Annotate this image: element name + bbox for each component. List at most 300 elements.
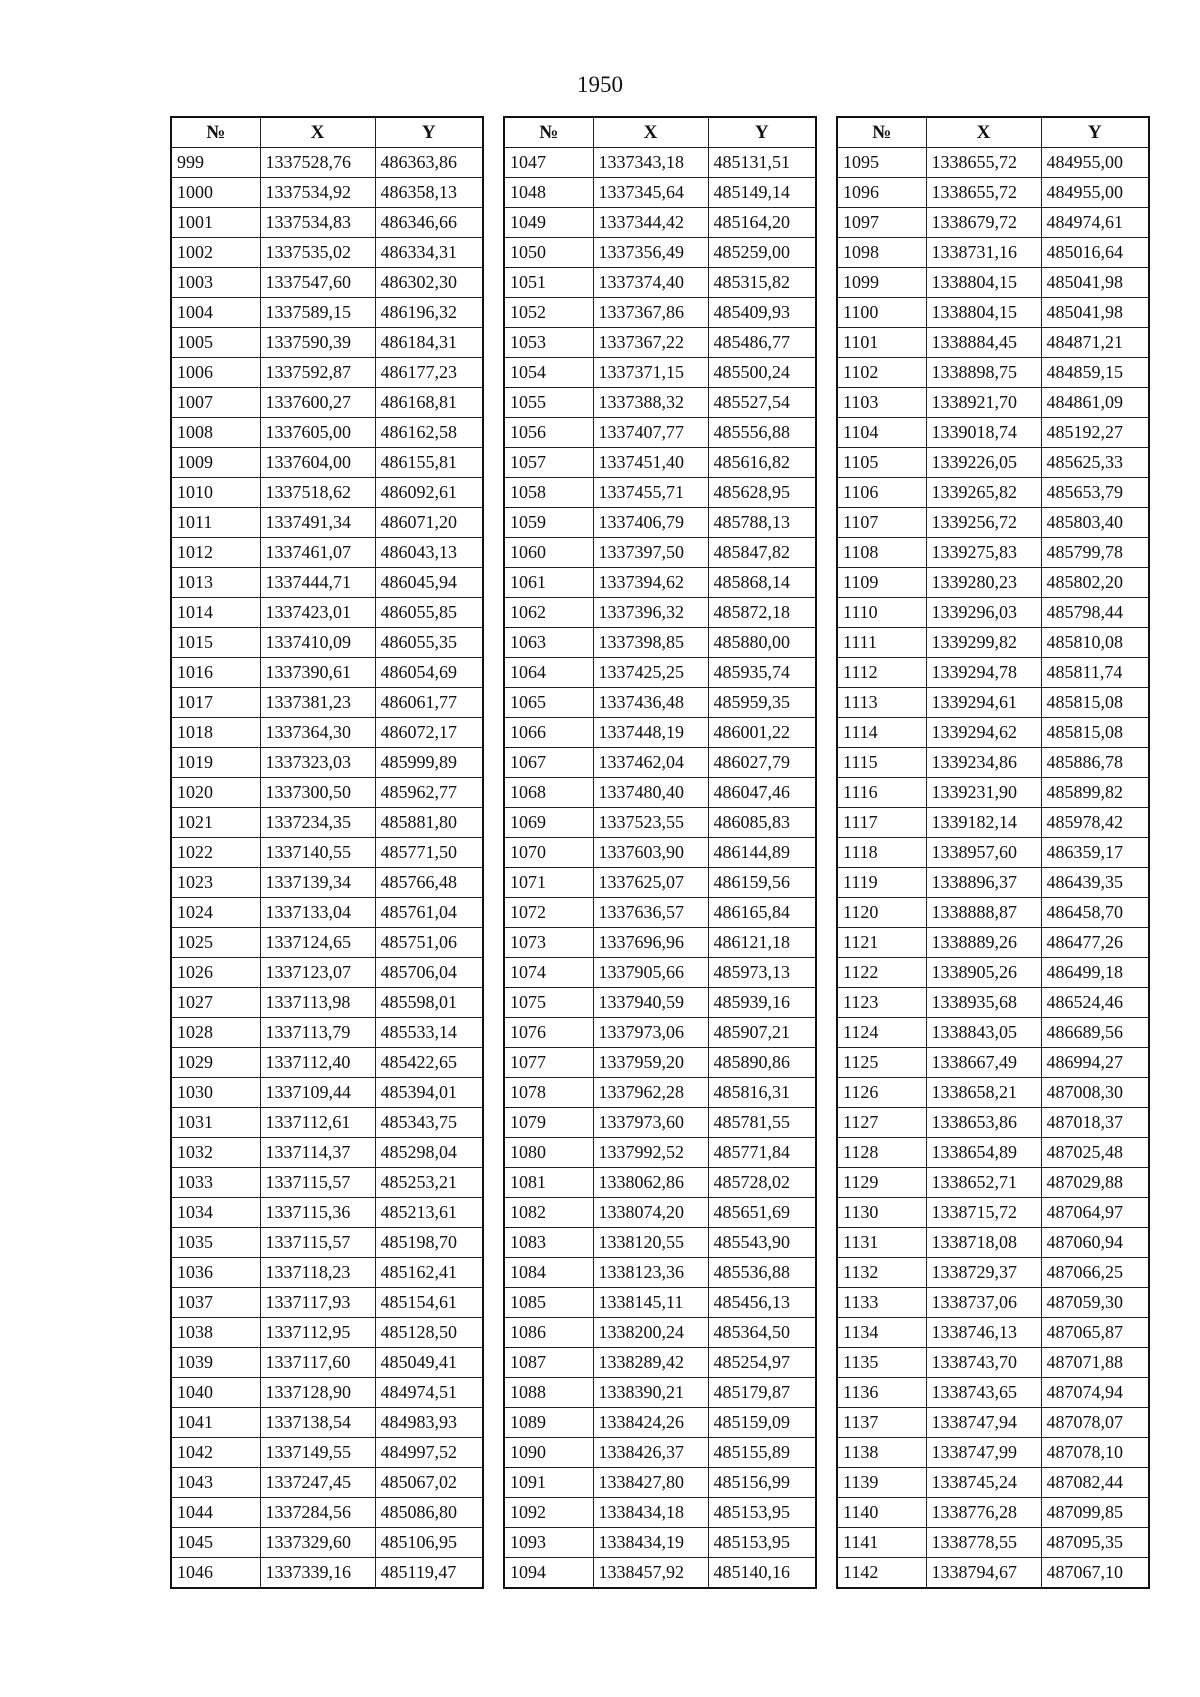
y-coordinate-cell: 486092,61 — [375, 478, 483, 508]
point-number-cell: 1089 — [504, 1408, 593, 1438]
point-number-cell: 1062 — [504, 598, 593, 628]
table-row — [837, 538, 1149, 568]
point-number-cell: 1086 — [504, 1318, 593, 1348]
point-number-cell: 1141 — [837, 1528, 926, 1558]
x-coordinate-cell: 1337398,85 — [593, 628, 708, 658]
x-coordinate-cell: 1338679,72 — [926, 208, 1041, 238]
x-coordinate-cell: 1337367,86 — [593, 298, 708, 328]
table-row — [837, 928, 1149, 958]
table-row — [837, 1438, 1149, 1468]
point-number-cell: 1099 — [837, 268, 926, 298]
table-row — [504, 898, 816, 928]
y-coordinate-cell: 486072,17 — [375, 718, 483, 748]
x-coordinate-cell: 1337444,71 — [260, 568, 375, 598]
point-number-cell: 1132 — [837, 1258, 926, 1288]
point-number-cell: 1055 — [504, 388, 593, 418]
point-number-cell: 1001 — [171, 208, 260, 238]
x-coordinate-cell: 1338843,05 — [926, 1018, 1041, 1048]
y-coordinate-cell: 486168,81 — [375, 388, 483, 418]
x-coordinate-cell: 1337394,62 — [593, 568, 708, 598]
y-coordinate-cell: 484974,61 — [1041, 208, 1149, 238]
table-row — [504, 178, 816, 208]
table-row — [171, 988, 483, 1018]
table-row — [171, 868, 483, 898]
x-coordinate-cell: 1338655,72 — [926, 178, 1041, 208]
y-coordinate-cell: 485298,04 — [375, 1138, 483, 1168]
table-row — [837, 1318, 1149, 1348]
point-number-cell: 1118 — [837, 838, 926, 868]
x-coordinate-cell: 1337589,15 — [260, 298, 375, 328]
x-coordinate-cell: 1337396,32 — [593, 598, 708, 628]
y-coordinate-cell: 487060,94 — [1041, 1228, 1149, 1258]
y-coordinate-cell: 486155,81 — [375, 448, 483, 478]
table-row — [504, 388, 816, 418]
y-coordinate-cell: 485253,21 — [375, 1168, 483, 1198]
x-coordinate-cell: 1338729,37 — [926, 1258, 1041, 1288]
y-coordinate-cell: 485815,08 — [1041, 718, 1149, 748]
point-number-cell: 1054 — [504, 358, 593, 388]
y-coordinate-cell: 487059,30 — [1041, 1288, 1149, 1318]
y-coordinate-cell: 485781,55 — [708, 1108, 816, 1138]
x-coordinate-cell: 1339294,61 — [926, 688, 1041, 718]
header-x: X — [260, 117, 375, 148]
x-coordinate-cell: 1337124,65 — [260, 928, 375, 958]
table-row — [171, 148, 483, 178]
y-coordinate-cell: 486334,31 — [375, 238, 483, 268]
x-coordinate-cell: 1337388,32 — [593, 388, 708, 418]
table-row — [837, 298, 1149, 328]
point-number-cell: 1025 — [171, 928, 260, 958]
table-row — [171, 808, 483, 838]
point-number-cell: 1113 — [837, 688, 926, 718]
table-row — [837, 1408, 1149, 1438]
x-coordinate-cell: 1337138,54 — [260, 1408, 375, 1438]
y-coordinate-cell: 485159,09 — [708, 1408, 816, 1438]
point-number-cell: 1082 — [504, 1198, 593, 1228]
table-row — [171, 178, 483, 208]
x-coordinate-cell: 1337905,66 — [593, 958, 708, 988]
table-row — [504, 1018, 816, 1048]
y-coordinate-cell: 485973,13 — [708, 958, 816, 988]
x-coordinate-cell: 1337547,60 — [260, 268, 375, 298]
table-row — [504, 1108, 816, 1138]
x-coordinate-cell: 1338889,26 — [926, 928, 1041, 958]
point-number-cell: 1140 — [837, 1498, 926, 1528]
x-coordinate-cell: 1338653,86 — [926, 1108, 1041, 1138]
point-number-cell: 1124 — [837, 1018, 926, 1048]
y-coordinate-cell: 486184,31 — [375, 328, 483, 358]
y-coordinate-cell: 485959,35 — [708, 688, 816, 718]
y-coordinate-cell: 485628,95 — [708, 478, 816, 508]
x-coordinate-cell: 1337436,48 — [593, 688, 708, 718]
point-number-cell: 1120 — [837, 898, 926, 928]
x-coordinate-cell: 1337535,02 — [260, 238, 375, 268]
x-coordinate-cell: 1338434,19 — [593, 1528, 708, 1558]
x-coordinate-cell: 1338123,36 — [593, 1258, 708, 1288]
point-number-cell: 1060 — [504, 538, 593, 568]
table-row — [837, 748, 1149, 778]
x-coordinate-cell: 1338120,55 — [593, 1228, 708, 1258]
y-coordinate-cell: 485067,02 — [375, 1468, 483, 1498]
x-coordinate-cell: 1337113,79 — [260, 1018, 375, 1048]
table-row — [504, 1228, 816, 1258]
x-coordinate-cell: 1337112,95 — [260, 1318, 375, 1348]
x-coordinate-cell: 1338457,92 — [593, 1558, 708, 1589]
table-row — [504, 1348, 816, 1378]
table-row — [504, 238, 816, 268]
point-number-cell: 1098 — [837, 238, 926, 268]
y-coordinate-cell: 485192,27 — [1041, 418, 1149, 448]
table-row — [171, 598, 483, 628]
x-coordinate-cell: 1337364,30 — [260, 718, 375, 748]
point-number-cell: 1129 — [837, 1168, 926, 1198]
y-coordinate-cell: 484861,09 — [1041, 388, 1149, 418]
x-coordinate-cell: 1337345,64 — [593, 178, 708, 208]
y-coordinate-cell: 484955,00 — [1041, 178, 1149, 208]
y-coordinate-cell: 485651,69 — [708, 1198, 816, 1228]
y-coordinate-cell: 485798,44 — [1041, 598, 1149, 628]
table-row — [837, 1468, 1149, 1498]
y-coordinate-cell: 487029,88 — [1041, 1168, 1149, 1198]
y-coordinate-cell: 486994,27 — [1041, 1048, 1149, 1078]
y-coordinate-cell: 485119,47 — [375, 1558, 483, 1589]
x-coordinate-cell: 1337518,62 — [260, 478, 375, 508]
point-number-cell: 1119 — [837, 868, 926, 898]
x-coordinate-cell: 1339256,72 — [926, 508, 1041, 538]
x-coordinate-cell: 1338074,20 — [593, 1198, 708, 1228]
point-number-cell: 1104 — [837, 418, 926, 448]
y-coordinate-cell: 485128,50 — [375, 1318, 483, 1348]
x-coordinate-cell: 1337123,07 — [260, 958, 375, 988]
point-number-cell: 1092 — [504, 1498, 593, 1528]
point-number-cell: 1095 — [837, 148, 926, 178]
point-number-cell: 1121 — [837, 928, 926, 958]
table-row — [171, 328, 483, 358]
y-coordinate-cell: 485899,82 — [1041, 778, 1149, 808]
table-row — [504, 688, 816, 718]
point-number-cell: 1081 — [504, 1168, 593, 1198]
y-coordinate-cell: 486439,35 — [1041, 868, 1149, 898]
y-coordinate-cell: 486055,85 — [375, 598, 483, 628]
y-coordinate-cell: 486302,30 — [375, 268, 483, 298]
y-coordinate-cell: 485771,50 — [375, 838, 483, 868]
point-number-cell: 1125 — [837, 1048, 926, 1078]
table-row — [504, 1378, 816, 1408]
y-coordinate-cell: 486524,46 — [1041, 988, 1149, 1018]
y-coordinate-cell: 485706,04 — [375, 958, 483, 988]
table-row — [837, 268, 1149, 298]
point-number-cell: 1107 — [837, 508, 926, 538]
y-coordinate-cell: 487065,87 — [1041, 1318, 1149, 1348]
x-coordinate-cell: 1338743,70 — [926, 1348, 1041, 1378]
x-coordinate-cell: 1337451,40 — [593, 448, 708, 478]
point-number-cell: 1031 — [171, 1108, 260, 1138]
table-row — [837, 1108, 1149, 1138]
x-coordinate-cell: 1338745,24 — [926, 1468, 1041, 1498]
table-row — [171, 658, 483, 688]
coordinates-table-2 — [503, 116, 817, 1589]
y-coordinate-cell: 485978,42 — [1041, 808, 1149, 838]
point-number-cell: 1122 — [837, 958, 926, 988]
point-number-cell: 1102 — [837, 358, 926, 388]
point-number-cell: 1033 — [171, 1168, 260, 1198]
point-number-cell: 1002 — [171, 238, 260, 268]
y-coordinate-cell: 485394,01 — [375, 1078, 483, 1108]
table-row — [837, 508, 1149, 538]
x-coordinate-cell: 1337406,79 — [593, 508, 708, 538]
x-coordinate-cell: 1337455,71 — [593, 478, 708, 508]
point-number-cell: 1048 — [504, 178, 593, 208]
point-number-cell: 1070 — [504, 838, 593, 868]
y-coordinate-cell: 485198,70 — [375, 1228, 483, 1258]
point-number-cell: 1117 — [837, 808, 926, 838]
table-row — [837, 838, 1149, 868]
table-row — [837, 478, 1149, 508]
table-row — [171, 478, 483, 508]
table-row — [837, 238, 1149, 268]
x-coordinate-cell: 1337300,50 — [260, 778, 375, 808]
y-coordinate-cell: 485364,50 — [708, 1318, 816, 1348]
y-coordinate-cell: 487066,25 — [1041, 1258, 1149, 1288]
y-coordinate-cell: 487078,10 — [1041, 1438, 1149, 1468]
y-coordinate-cell: 487078,07 — [1041, 1408, 1149, 1438]
x-coordinate-cell: 1338289,42 — [593, 1348, 708, 1378]
y-coordinate-cell: 485653,79 — [1041, 478, 1149, 508]
table-header-row — [837, 117, 1149, 148]
table-row — [171, 1138, 483, 1168]
x-coordinate-cell: 1338658,21 — [926, 1078, 1041, 1108]
point-number-cell: 1008 — [171, 418, 260, 448]
y-coordinate-cell: 484859,15 — [1041, 358, 1149, 388]
x-coordinate-cell: 1338427,80 — [593, 1468, 708, 1498]
point-number-cell: 1007 — [171, 388, 260, 418]
table-row — [504, 1528, 816, 1558]
y-coordinate-cell: 486358,13 — [375, 178, 483, 208]
y-coordinate-cell: 487018,37 — [1041, 1108, 1149, 1138]
x-coordinate-cell: 1337140,55 — [260, 838, 375, 868]
x-coordinate-cell: 1338652,71 — [926, 1168, 1041, 1198]
table-row — [171, 1228, 483, 1258]
y-coordinate-cell: 485155,89 — [708, 1438, 816, 1468]
table-row — [171, 1468, 483, 1498]
y-coordinate-cell: 485907,21 — [708, 1018, 816, 1048]
point-number-cell: 1094 — [504, 1558, 593, 1589]
x-coordinate-cell: 1337356,49 — [593, 238, 708, 268]
point-number-cell: 1116 — [837, 778, 926, 808]
y-coordinate-cell: 487064,97 — [1041, 1198, 1149, 1228]
table-row — [504, 1558, 816, 1589]
x-coordinate-cell: 1337117,93 — [260, 1288, 375, 1318]
x-coordinate-cell: 1338200,24 — [593, 1318, 708, 1348]
point-number-cell: 1139 — [837, 1468, 926, 1498]
x-coordinate-cell: 1337115,36 — [260, 1198, 375, 1228]
table-row — [504, 538, 816, 568]
x-coordinate-cell: 1337371,15 — [593, 358, 708, 388]
table-row — [171, 688, 483, 718]
y-coordinate-cell: 486363,86 — [375, 148, 483, 178]
header-number: № — [837, 117, 926, 148]
table-row — [837, 1198, 1149, 1228]
table-row — [837, 1138, 1149, 1168]
point-number-cell: 1072 — [504, 898, 593, 928]
table-row — [837, 178, 1149, 208]
table-row — [504, 508, 816, 538]
table-row — [837, 1348, 1149, 1378]
point-number-cell: 1035 — [171, 1228, 260, 1258]
y-coordinate-cell: 486047,46 — [708, 778, 816, 808]
point-number-cell: 1064 — [504, 658, 593, 688]
x-coordinate-cell: 1338804,15 — [926, 298, 1041, 328]
table-row — [171, 1198, 483, 1228]
point-number-cell: 1103 — [837, 388, 926, 418]
header-y: Y — [1041, 117, 1149, 148]
x-coordinate-cell: 1337603,90 — [593, 838, 708, 868]
y-coordinate-cell: 485815,08 — [1041, 688, 1149, 718]
point-number-cell: 1044 — [171, 1498, 260, 1528]
point-number-cell: 1109 — [837, 568, 926, 598]
table-row — [504, 988, 816, 1018]
point-number-cell: 1137 — [837, 1408, 926, 1438]
table-row — [171, 418, 483, 448]
y-coordinate-cell: 485179,87 — [708, 1378, 816, 1408]
x-coordinate-cell: 1337115,57 — [260, 1168, 375, 1198]
table-row — [837, 418, 1149, 448]
point-number-cell: 1010 — [171, 478, 260, 508]
point-number-cell: 1034 — [171, 1198, 260, 1228]
x-coordinate-cell: 1337605,00 — [260, 418, 375, 448]
table-row — [837, 868, 1149, 898]
point-number-cell: 1028 — [171, 1018, 260, 1048]
table-row — [504, 1258, 816, 1288]
table-row — [171, 298, 483, 328]
y-coordinate-cell: 485802,20 — [1041, 568, 1149, 598]
point-number-cell: 1101 — [837, 328, 926, 358]
table-row — [171, 1408, 483, 1438]
x-coordinate-cell: 1338654,89 — [926, 1138, 1041, 1168]
table-row — [171, 718, 483, 748]
point-number-cell: 1138 — [837, 1438, 926, 1468]
point-number-cell: 1106 — [837, 478, 926, 508]
x-coordinate-cell: 1337115,57 — [260, 1228, 375, 1258]
y-coordinate-cell: 485536,88 — [708, 1258, 816, 1288]
table-row — [504, 928, 816, 958]
point-number-cell: 1127 — [837, 1108, 926, 1138]
y-coordinate-cell: 485881,80 — [375, 808, 483, 838]
table-row — [504, 478, 816, 508]
x-coordinate-cell: 1337117,60 — [260, 1348, 375, 1378]
x-coordinate-cell: 1339265,82 — [926, 478, 1041, 508]
table-row — [171, 1348, 483, 1378]
table-row — [504, 1438, 816, 1468]
y-coordinate-cell: 486054,69 — [375, 658, 483, 688]
y-coordinate-cell: 485847,82 — [708, 538, 816, 568]
header-number: № — [171, 117, 260, 148]
y-coordinate-cell: 485422,65 — [375, 1048, 483, 1078]
point-number-cell: 1108 — [837, 538, 926, 568]
table-row — [837, 208, 1149, 238]
point-number-cell: 1024 — [171, 898, 260, 928]
x-coordinate-cell: 1338896,37 — [926, 868, 1041, 898]
point-number-cell: 1003 — [171, 268, 260, 298]
x-coordinate-cell: 1337962,28 — [593, 1078, 708, 1108]
page-number: 1950 — [577, 72, 623, 97]
x-coordinate-cell: 1337592,87 — [260, 358, 375, 388]
point-number-cell: 1009 — [171, 448, 260, 478]
table-row — [171, 268, 483, 298]
x-coordinate-cell: 1337113,98 — [260, 988, 375, 1018]
table-row — [171, 1378, 483, 1408]
table-row — [171, 388, 483, 418]
table-row — [837, 328, 1149, 358]
point-number-cell: 1045 — [171, 1528, 260, 1558]
x-coordinate-cell: 1338778,55 — [926, 1528, 1041, 1558]
point-number-cell: 1051 — [504, 268, 593, 298]
point-number-cell: 1011 — [171, 508, 260, 538]
table-row — [504, 1408, 816, 1438]
x-coordinate-cell: 1337590,39 — [260, 328, 375, 358]
point-number-cell: 1100 — [837, 298, 926, 328]
y-coordinate-cell: 485343,75 — [375, 1108, 483, 1138]
table-row — [504, 1168, 816, 1198]
point-number-cell: 1126 — [837, 1078, 926, 1108]
x-coordinate-cell: 1338898,75 — [926, 358, 1041, 388]
y-coordinate-cell: 485771,84 — [708, 1138, 816, 1168]
table-row — [837, 808, 1149, 838]
y-coordinate-cell: 485041,98 — [1041, 268, 1149, 298]
x-coordinate-cell: 1338145,11 — [593, 1288, 708, 1318]
table-row — [504, 718, 816, 748]
y-coordinate-cell: 485999,89 — [375, 748, 483, 778]
point-number-cell: 1075 — [504, 988, 593, 1018]
table-row — [504, 1468, 816, 1498]
x-coordinate-cell: 1337112,40 — [260, 1048, 375, 1078]
y-coordinate-cell: 486196,32 — [375, 298, 483, 328]
y-coordinate-cell: 486499,18 — [1041, 958, 1149, 988]
point-number-cell: 1006 — [171, 358, 260, 388]
point-number-cell: 1023 — [171, 868, 260, 898]
point-number-cell: 1128 — [837, 1138, 926, 1168]
point-number-cell: 1053 — [504, 328, 593, 358]
table-row — [504, 1288, 816, 1318]
header-number: № — [504, 117, 593, 148]
y-coordinate-cell: 485543,90 — [708, 1228, 816, 1258]
header-x: X — [926, 117, 1041, 148]
y-coordinate-cell: 485533,14 — [375, 1018, 483, 1048]
y-coordinate-cell: 487082,44 — [1041, 1468, 1149, 1498]
point-number-cell: 1017 — [171, 688, 260, 718]
y-coordinate-cell: 486071,20 — [375, 508, 483, 538]
x-coordinate-cell: 1339231,90 — [926, 778, 1041, 808]
table-row — [504, 1048, 816, 1078]
x-coordinate-cell: 1337128,90 — [260, 1378, 375, 1408]
point-number-cell: 1057 — [504, 448, 593, 478]
y-coordinate-cell: 486458,70 — [1041, 898, 1149, 928]
point-number-cell: 1016 — [171, 658, 260, 688]
x-coordinate-cell: 1338888,87 — [926, 898, 1041, 928]
y-coordinate-cell: 487008,30 — [1041, 1078, 1149, 1108]
y-coordinate-cell: 485500,24 — [708, 358, 816, 388]
x-coordinate-cell: 1337491,34 — [260, 508, 375, 538]
table-row — [504, 418, 816, 448]
point-number-cell: 1022 — [171, 838, 260, 868]
x-coordinate-cell: 1337461,07 — [260, 538, 375, 568]
point-number-cell: 1013 — [171, 568, 260, 598]
table-row — [837, 1228, 1149, 1258]
point-number-cell: 1036 — [171, 1258, 260, 1288]
x-coordinate-cell: 1337534,92 — [260, 178, 375, 208]
point-number-cell: 1074 — [504, 958, 593, 988]
table-row — [171, 1438, 483, 1468]
